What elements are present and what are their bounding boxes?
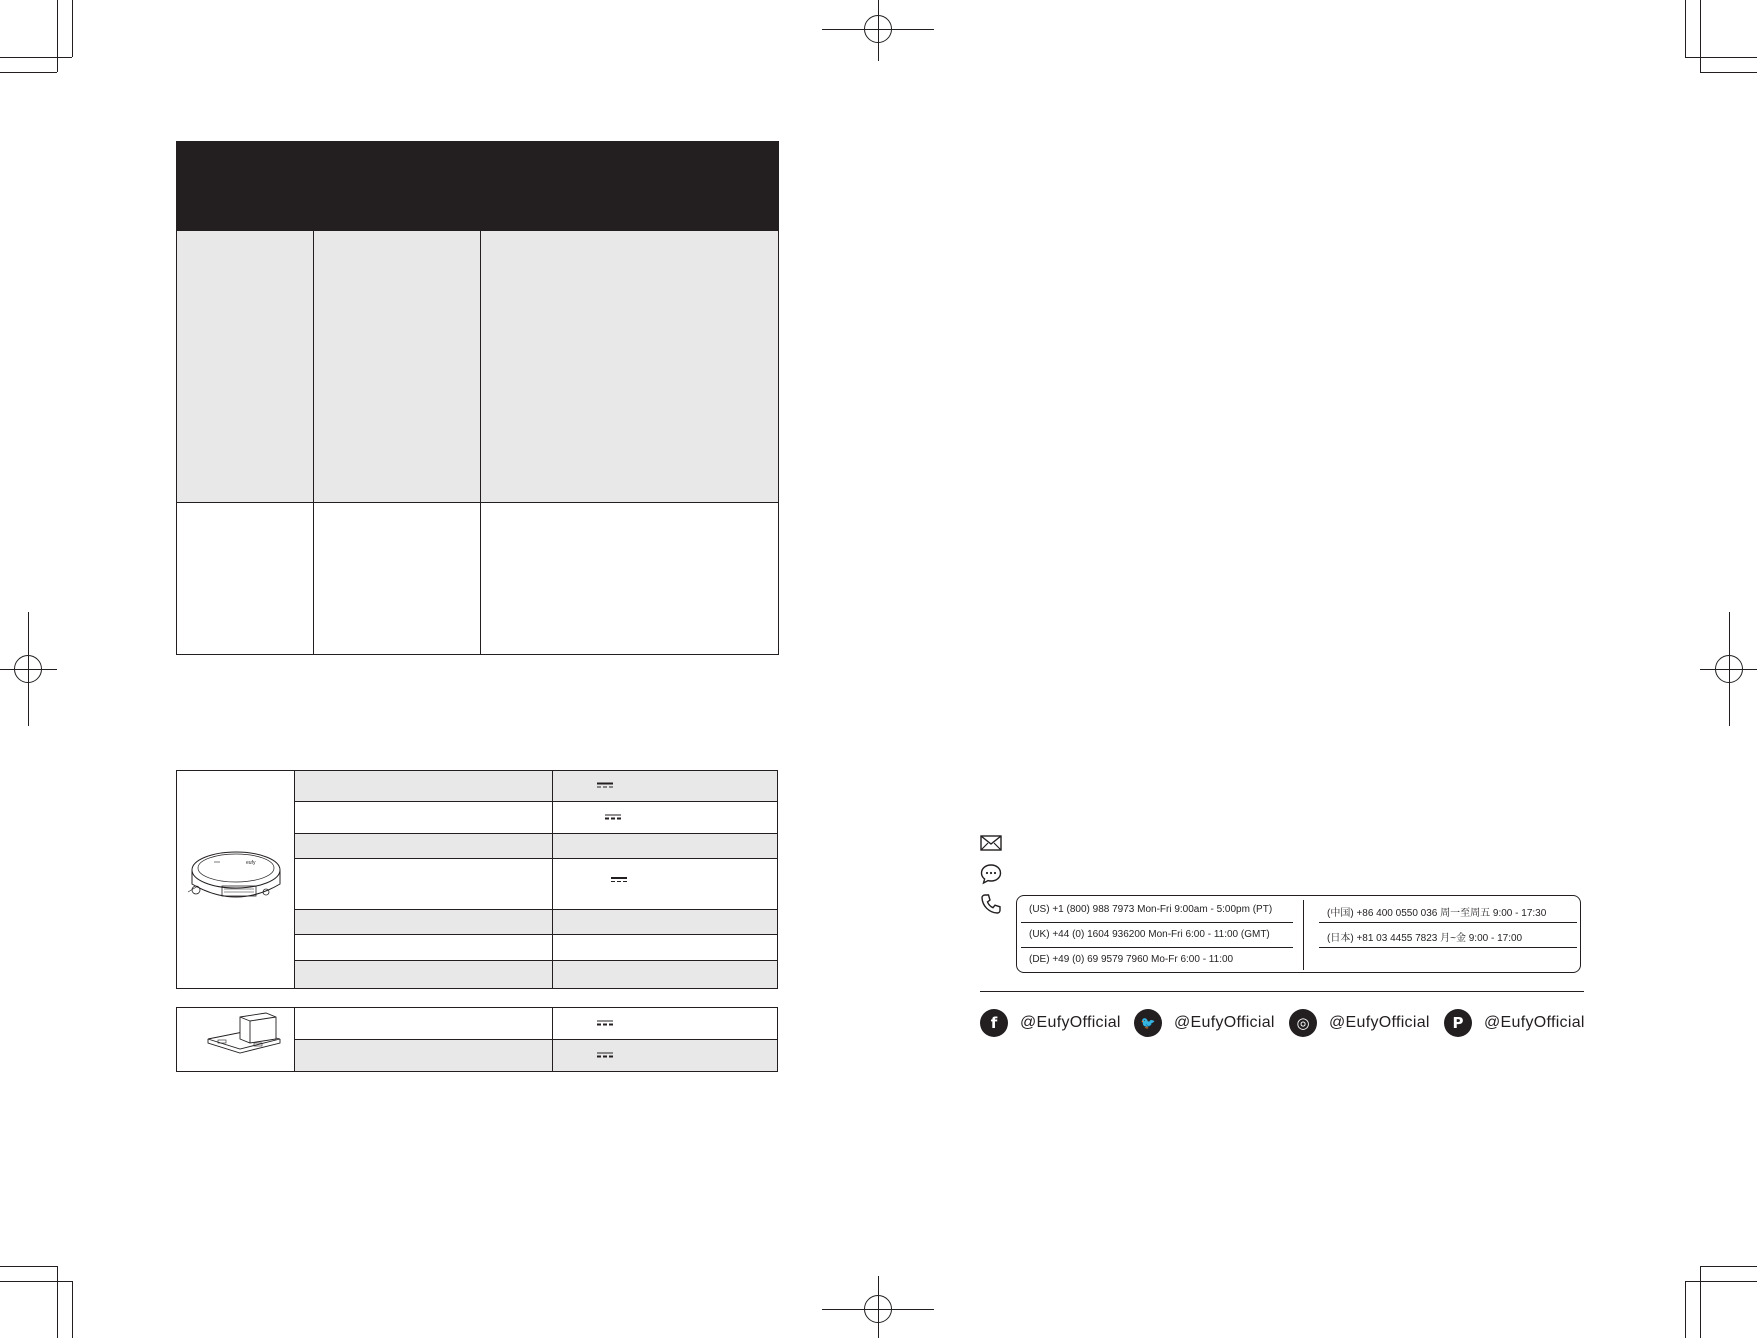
divider [980, 991, 1584, 992]
phone-us: (US) +1 (800) 988 7973 Mon-Fri 9:00am - 5:00pm (PT) [1029, 904, 1273, 915]
social-handle: @EufyOfficial [1329, 1014, 1430, 1031]
robot-vacuum-illustration [184, 840, 288, 916]
robot-image-cell [177, 771, 295, 989]
charging-base-illustration [188, 1009, 284, 1067]
dc-symbol-icon [597, 1052, 613, 1059]
phone-icon [980, 893, 1002, 915]
social-handle: @EufyOfficial [1174, 1014, 1275, 1031]
charging-base-spec-table [176, 1007, 778, 1072]
spec-label-cell [295, 910, 552, 935]
charging-base-image-cell [177, 1008, 295, 1072]
table-cell [177, 231, 314, 503]
table-header-row [177, 142, 779, 231]
spec-label-cell [295, 834, 552, 859]
dc-symbol-icon [597, 1020, 613, 1027]
dc-symbol-icon [605, 814, 621, 821]
social-pinterest[interactable] [1444, 1008, 1585, 1038]
spec-value-cell [552, 802, 777, 834]
spec-label-cell [295, 935, 552, 961]
twitter-icon: 🐦 [1134, 1009, 1162, 1037]
social-twitter[interactable] [1134, 1008, 1275, 1038]
table-cell [177, 503, 314, 655]
spec-label-cell [295, 771, 552, 802]
table-cell [481, 231, 779, 503]
table-cell [481, 503, 779, 655]
envelope-icon [980, 832, 1002, 854]
pinterest-icon: P [1444, 1009, 1472, 1037]
troubleshooting-table [176, 141, 779, 655]
phone-numbers-box [1016, 895, 1581, 973]
spec-label-cell [295, 1008, 552, 1040]
spec-value-cell [552, 910, 777, 935]
svg-text:eufy: eufy [245, 860, 256, 866]
spec-value-cell [552, 859, 777, 910]
spec-value-cell [552, 834, 777, 859]
header-cell [177, 142, 314, 231]
spec-label-cell [295, 961, 552, 989]
spec-label-cell [295, 859, 552, 910]
dc-symbol-icon [611, 877, 627, 884]
social-handle: @EufyOfficial [1020, 1014, 1121, 1031]
phone-uk: (UK) +44 (0) 1604 936200 Mon-Fri 6:00 - 11:00 (GMT) [1029, 929, 1270, 940]
spec-label-cell [295, 1040, 552, 1072]
header-cell [314, 142, 481, 231]
robot-spec-table [176, 770, 778, 989]
table-row [177, 1008, 778, 1040]
table-row [177, 771, 778, 802]
spec-value-cell [552, 961, 777, 989]
header-cell [481, 142, 779, 231]
phone-jp: (日本) +81 03 4455 7823 月~金 9:00 - 17:00 [1327, 933, 1523, 944]
spec-value-cell [552, 935, 777, 961]
phone-cn: (中国) +86 400 0550 036 周一至周五 9:00 - 17:30 [1327, 908, 1547, 919]
social-instagram[interactable] [1289, 1008, 1430, 1038]
dc-symbol-icon [597, 783, 613, 790]
table-cell [314, 231, 481, 503]
spec-label-cell [295, 802, 552, 834]
table-row [177, 503, 779, 655]
social-handle: @EufyOfficial [1484, 1014, 1585, 1031]
spec-value-cell [552, 1008, 777, 1040]
social-facebook[interactable] [980, 1008, 1121, 1038]
spec-value-cell [552, 771, 777, 802]
facebook-icon: f [980, 1009, 1008, 1037]
instagram-icon: ◎ [1289, 1009, 1317, 1037]
table-cell [314, 503, 481, 655]
table-row [177, 231, 779, 503]
spec-value-cell [552, 1040, 777, 1072]
phone-de: (DE) +49 (0) 69 9579 7960 Mo-Fr 6:00 - 11:00 [1029, 954, 1234, 965]
chat-bubble-icon [980, 863, 1002, 885]
